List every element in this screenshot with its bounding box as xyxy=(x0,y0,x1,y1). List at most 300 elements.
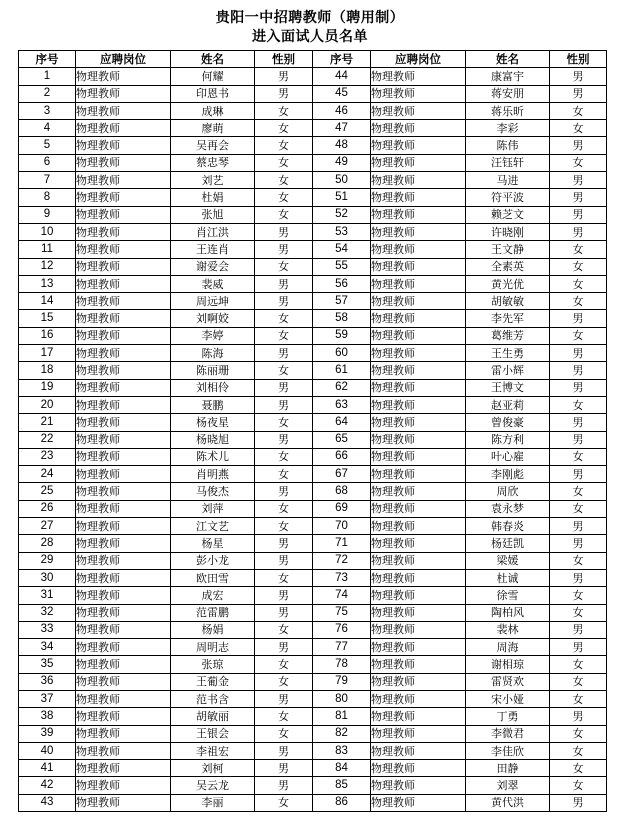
cell-name: 汪钰轩 xyxy=(466,154,550,171)
table-row xyxy=(19,708,607,725)
cell-gender: 女 xyxy=(255,621,313,638)
cell-no: 52 xyxy=(313,206,371,223)
cell-gender: 女 xyxy=(550,690,607,707)
cell-position: 物理教师 xyxy=(371,604,466,621)
cell-no: 41 xyxy=(19,760,76,777)
cell-no: 67 xyxy=(313,466,371,483)
cell-name: 江文艺 xyxy=(171,518,255,535)
cell-no: 58 xyxy=(313,310,371,327)
cell-gender: 女 xyxy=(550,396,607,413)
cell-no: 30 xyxy=(19,569,76,586)
cell-gender: 男 xyxy=(550,362,607,379)
cell-name: 叶心雇 xyxy=(466,448,550,465)
cell-no: 77 xyxy=(313,639,371,656)
cell-gender: 男 xyxy=(550,431,607,448)
cell-position: 物理教师 xyxy=(371,241,466,258)
cell-position: 物理教师 xyxy=(76,518,171,535)
cell-gender: 男 xyxy=(255,552,313,569)
cell-no: 33 xyxy=(19,621,76,638)
cell-gender: 男 xyxy=(255,345,313,362)
cell-gender: 男 xyxy=(550,310,607,327)
cell-no: 79 xyxy=(313,673,371,690)
table-row xyxy=(19,154,607,171)
cell-no: 20 xyxy=(19,396,76,413)
cell-no: 81 xyxy=(313,708,371,725)
table-row xyxy=(19,414,607,431)
cell-name: 彭小龙 xyxy=(171,552,255,569)
cell-gender: 男 xyxy=(550,518,607,535)
cell-gender: 男 xyxy=(255,742,313,759)
table-row xyxy=(19,189,607,206)
cell-name: 韩春炎 xyxy=(466,518,550,535)
cell-name: 李微君 xyxy=(466,725,550,742)
cell-gender: 女 xyxy=(255,172,313,189)
cell-name: 梁媛 xyxy=(466,552,550,569)
cell-name: 蒋安朋 xyxy=(466,85,550,102)
cell-no: 75 xyxy=(313,604,371,621)
cell-position: 物理教师 xyxy=(371,379,466,396)
cell-gender: 女 xyxy=(255,258,313,275)
cell-name: 肖江洪 xyxy=(171,223,255,240)
cell-position: 物理教师 xyxy=(371,777,466,794)
cell-no: 76 xyxy=(313,621,371,638)
cell-name: 成琳 xyxy=(171,102,255,119)
table-row xyxy=(19,137,607,154)
cell-position: 物理教师 xyxy=(371,310,466,327)
cell-gender: 男 xyxy=(550,466,607,483)
cell-no: 73 xyxy=(313,569,371,586)
cell-no: 74 xyxy=(313,587,371,604)
roster-table xyxy=(18,50,607,812)
cell-no: 48 xyxy=(313,137,371,154)
cell-gender: 女 xyxy=(550,656,607,673)
cell-gender: 女 xyxy=(550,725,607,742)
cell-gender: 男 xyxy=(255,275,313,292)
table-row xyxy=(19,621,607,638)
table-row xyxy=(19,725,607,742)
cell-position: 物理教师 xyxy=(76,604,171,621)
cell-position: 物理教师 xyxy=(76,708,171,725)
cell-name: 张旭 xyxy=(171,206,255,223)
table-row xyxy=(19,431,607,448)
cell-gender: 男 xyxy=(255,379,313,396)
cell-position: 物理教师 xyxy=(371,483,466,500)
cell-name: 马俊杰 xyxy=(171,483,255,500)
cell-gender: 女 xyxy=(255,154,313,171)
table-row xyxy=(19,777,607,794)
cell-name: 李刚彪 xyxy=(466,466,550,483)
cell-position: 物理教师 xyxy=(76,258,171,275)
cell-no: 26 xyxy=(19,500,76,517)
cell-gender: 男 xyxy=(550,708,607,725)
cell-no: 34 xyxy=(19,639,76,656)
cell-name: 王生勇 xyxy=(466,345,550,362)
cell-no: 60 xyxy=(313,345,371,362)
header-position: 应聘岗位 xyxy=(76,51,171,68)
cell-name: 陈丽珊 xyxy=(171,362,255,379)
table-row xyxy=(19,223,607,240)
cell-name: 何耀 xyxy=(171,68,255,85)
cell-name: 黄代洪 xyxy=(466,794,550,811)
cell-position: 物理教师 xyxy=(76,172,171,189)
cell-position: 物理教师 xyxy=(371,535,466,552)
cell-name: 蔡忠琴 xyxy=(171,154,255,171)
cell-gender: 男 xyxy=(255,760,313,777)
cell-no: 63 xyxy=(313,396,371,413)
cell-position: 物理教师 xyxy=(371,760,466,777)
cell-no: 70 xyxy=(313,518,371,535)
cell-name: 袁永梦 xyxy=(466,500,550,517)
cell-name: 杨星 xyxy=(171,535,255,552)
cell-no: 57 xyxy=(313,293,371,310)
cell-position: 物理教师 xyxy=(76,639,171,656)
cell-no: 17 xyxy=(19,345,76,362)
header-position-2: 应聘岗位 xyxy=(371,51,466,68)
cell-no: 59 xyxy=(313,327,371,344)
cell-name: 杨廷凯 xyxy=(466,535,550,552)
cell-position: 物理教师 xyxy=(76,448,171,465)
cell-position: 物理教师 xyxy=(76,673,171,690)
cell-no: 4 xyxy=(19,120,76,137)
cell-position: 物理教师 xyxy=(76,154,171,171)
cell-position: 物理教师 xyxy=(371,414,466,431)
cell-gender: 女 xyxy=(550,760,607,777)
cell-no: 71 xyxy=(313,535,371,552)
cell-position: 物理教师 xyxy=(371,258,466,275)
cell-gender: 女 xyxy=(255,414,313,431)
cell-position: 物理教师 xyxy=(371,293,466,310)
cell-gender: 女 xyxy=(255,725,313,742)
cell-gender: 男 xyxy=(550,621,607,638)
cell-no: 56 xyxy=(313,275,371,292)
table-row xyxy=(19,68,607,85)
cell-no: 13 xyxy=(19,275,76,292)
cell-position: 物理教师 xyxy=(76,760,171,777)
cell-gender: 男 xyxy=(550,794,607,811)
table-row xyxy=(19,293,607,310)
cell-position: 物理教师 xyxy=(76,275,171,292)
cell-no: 23 xyxy=(19,448,76,465)
cell-no: 78 xyxy=(313,656,371,673)
cell-name: 许晓刚 xyxy=(466,223,550,240)
cell-position: 物理教师 xyxy=(76,725,171,742)
table-row xyxy=(19,518,607,535)
cell-name: 宋小娅 xyxy=(466,690,550,707)
cell-position: 物理教师 xyxy=(371,518,466,535)
cell-name: 周欣 xyxy=(466,483,550,500)
cell-no: 7 xyxy=(19,172,76,189)
cell-gender: 女 xyxy=(255,120,313,137)
cell-no: 64 xyxy=(313,414,371,431)
table-row xyxy=(19,241,607,258)
cell-no: 1 xyxy=(19,68,76,85)
cell-gender: 男 xyxy=(550,189,607,206)
cell-name: 陶柏风 xyxy=(466,604,550,621)
cell-no: 47 xyxy=(313,120,371,137)
cell-position: 物理教师 xyxy=(371,223,466,240)
cell-gender: 男 xyxy=(550,535,607,552)
table-row xyxy=(19,483,607,500)
cell-gender: 女 xyxy=(550,777,607,794)
cell-gender: 男 xyxy=(255,587,313,604)
cell-name: 曾俊豪 xyxy=(466,414,550,431)
cell-no: 31 xyxy=(19,587,76,604)
table-row xyxy=(19,310,607,327)
table-row xyxy=(19,673,607,690)
cell-no: 37 xyxy=(19,690,76,707)
cell-no: 35 xyxy=(19,656,76,673)
cell-gender: 女 xyxy=(255,708,313,725)
cell-name: 杨晓旭 xyxy=(171,431,255,448)
cell-no: 72 xyxy=(313,552,371,569)
cell-gender: 女 xyxy=(550,293,607,310)
header-gender-2: 性别 xyxy=(550,51,607,68)
cell-gender: 女 xyxy=(550,587,607,604)
cell-position: 物理教师 xyxy=(371,172,466,189)
cell-gender: 女 xyxy=(550,500,607,517)
cell-no: 10 xyxy=(19,223,76,240)
header-name-2: 姓名 xyxy=(466,51,550,68)
cell-name: 胡敏丽 xyxy=(171,708,255,725)
cell-gender: 女 xyxy=(550,483,607,500)
cell-no: 49 xyxy=(313,154,371,171)
cell-name: 张琼 xyxy=(171,656,255,673)
cell-name: 雷贤欢 xyxy=(466,673,550,690)
document-title: 贵阳一中招聘教师（聘用制） xyxy=(215,10,405,26)
cell-no: 43 xyxy=(19,794,76,811)
cell-position: 物理教师 xyxy=(76,68,171,85)
cell-position: 物理教师 xyxy=(371,794,466,811)
table-row xyxy=(19,362,607,379)
cell-position: 物理教师 xyxy=(371,552,466,569)
cell-no: 5 xyxy=(19,137,76,154)
cell-no: 3 xyxy=(19,102,76,119)
cell-position: 物理教师 xyxy=(76,223,171,240)
cell-name: 吴再会 xyxy=(171,137,255,154)
cell-position: 物理教师 xyxy=(76,327,171,344)
table-row xyxy=(19,500,607,517)
header-row xyxy=(19,51,607,68)
cell-position: 物理教师 xyxy=(371,327,466,344)
cell-no: 36 xyxy=(19,673,76,690)
cell-gender: 女 xyxy=(255,518,313,535)
cell-position: 物理教师 xyxy=(371,85,466,102)
cell-gender: 男 xyxy=(550,345,607,362)
cell-no: 38 xyxy=(19,708,76,725)
cell-no: 6 xyxy=(19,154,76,171)
cell-name: 李祖宏 xyxy=(171,742,255,759)
table-row xyxy=(19,345,607,362)
cell-position: 物理教师 xyxy=(371,102,466,119)
cell-name: 肖明燕 xyxy=(171,466,255,483)
cell-position: 物理教师 xyxy=(371,154,466,171)
cell-gender: 男 xyxy=(255,241,313,258)
cell-name: 谢相琼 xyxy=(466,656,550,673)
cell-gender: 女 xyxy=(255,189,313,206)
cell-no: 85 xyxy=(313,777,371,794)
cell-name: 李先军 xyxy=(466,310,550,327)
cell-position: 物理教师 xyxy=(371,189,466,206)
cell-position: 物理教师 xyxy=(76,569,171,586)
table-row xyxy=(19,327,607,344)
cell-gender: 女 xyxy=(255,569,313,586)
header-no-2: 序号 xyxy=(313,51,371,68)
cell-gender: 女 xyxy=(550,102,607,119)
cell-gender: 女 xyxy=(550,552,607,569)
cell-no: 84 xyxy=(313,760,371,777)
cell-no: 82 xyxy=(313,725,371,742)
cell-gender: 女 xyxy=(550,154,607,171)
cell-position: 物理教师 xyxy=(371,275,466,292)
table-row xyxy=(19,448,607,465)
cell-name: 陈海 xyxy=(171,345,255,362)
table-row xyxy=(19,120,607,137)
cell-gender: 女 xyxy=(550,673,607,690)
cell-name: 赖芝文 xyxy=(466,206,550,223)
cell-name: 裴威 xyxy=(171,275,255,292)
cell-gender: 女 xyxy=(550,275,607,292)
cell-name: 黄光优 xyxy=(466,275,550,292)
cell-name: 刘相伶 xyxy=(171,379,255,396)
cell-name: 成宏 xyxy=(171,587,255,604)
cell-no: 80 xyxy=(313,690,371,707)
cell-no: 83 xyxy=(313,742,371,759)
cell-no: 16 xyxy=(19,327,76,344)
cell-no: 62 xyxy=(313,379,371,396)
cell-position: 物理教师 xyxy=(371,68,466,85)
header-gender: 性别 xyxy=(255,51,313,68)
cell-gender: 男 xyxy=(255,483,313,500)
cell-no: 25 xyxy=(19,483,76,500)
cell-gender: 男 xyxy=(255,535,313,552)
table-row xyxy=(19,587,607,604)
cell-name: 范雷鹏 xyxy=(171,604,255,621)
cell-gender: 男 xyxy=(550,414,607,431)
cell-position: 物理教师 xyxy=(371,673,466,690)
table-row xyxy=(19,102,607,119)
cell-gender: 女 xyxy=(550,258,607,275)
cell-gender: 女 xyxy=(255,310,313,327)
table-row xyxy=(19,258,607,275)
cell-no: 53 xyxy=(313,223,371,240)
cell-no: 28 xyxy=(19,535,76,552)
cell-gender: 女 xyxy=(550,241,607,258)
cell-gender: 男 xyxy=(550,172,607,189)
cell-position: 物理教师 xyxy=(371,345,466,362)
cell-gender: 女 xyxy=(550,120,607,137)
cell-position: 物理教师 xyxy=(371,587,466,604)
table-row xyxy=(19,794,607,811)
cell-position: 物理教师 xyxy=(371,362,466,379)
cell-name: 符平波 xyxy=(466,189,550,206)
cell-position: 物理教师 xyxy=(76,345,171,362)
cell-position: 物理教师 xyxy=(76,120,171,137)
cell-gender: 女 xyxy=(255,656,313,673)
cell-gender: 男 xyxy=(550,223,607,240)
cell-position: 物理教师 xyxy=(76,414,171,431)
cell-position: 物理教师 xyxy=(76,535,171,552)
cell-no: 61 xyxy=(313,362,371,379)
cell-name: 印恩书 xyxy=(171,85,255,102)
cell-position: 物理教师 xyxy=(371,396,466,413)
cell-no: 54 xyxy=(313,241,371,258)
cell-gender: 女 xyxy=(255,327,313,344)
cell-name: 裴林 xyxy=(466,621,550,638)
cell-no: 69 xyxy=(313,500,371,517)
cell-name: 葛维芳 xyxy=(466,327,550,344)
cell-gender: 女 xyxy=(255,362,313,379)
cell-name: 雷小辉 xyxy=(466,362,550,379)
cell-name: 杨夜星 xyxy=(171,414,255,431)
cell-name: 王文静 xyxy=(466,241,550,258)
cell-no: 18 xyxy=(19,362,76,379)
cell-position: 物理教师 xyxy=(76,241,171,258)
table-row xyxy=(19,690,607,707)
cell-gender: 女 xyxy=(550,604,607,621)
cell-position: 物理教师 xyxy=(76,794,171,811)
cell-no: 11 xyxy=(19,241,76,258)
cell-no: 9 xyxy=(19,206,76,223)
cell-name: 刘柯 xyxy=(171,760,255,777)
cell-position: 物理教师 xyxy=(371,639,466,656)
cell-name: 李婷 xyxy=(171,327,255,344)
cell-position: 物理教师 xyxy=(76,483,171,500)
cell-no: 45 xyxy=(313,85,371,102)
cell-position: 物理教师 xyxy=(371,500,466,517)
cell-position: 物理教师 xyxy=(371,431,466,448)
cell-position: 物理教师 xyxy=(371,448,466,465)
cell-name: 田静 xyxy=(466,760,550,777)
header-no: 序号 xyxy=(19,51,76,68)
table-row xyxy=(19,379,607,396)
cell-name: 周明志 xyxy=(171,639,255,656)
cell-gender: 女 xyxy=(255,500,313,517)
cell-gender: 男 xyxy=(550,68,607,85)
cell-gender: 女 xyxy=(550,327,607,344)
cell-name: 李佳欣 xyxy=(466,742,550,759)
cell-position: 物理教师 xyxy=(76,466,171,483)
table-row xyxy=(19,206,607,223)
cell-gender: 女 xyxy=(255,102,313,119)
cell-position: 物理教师 xyxy=(371,569,466,586)
cell-no: 24 xyxy=(19,466,76,483)
cell-position: 物理教师 xyxy=(371,206,466,223)
cell-name: 刘艺 xyxy=(171,172,255,189)
cell-name: 王银会 xyxy=(171,725,255,742)
table-row xyxy=(19,552,607,569)
table-row xyxy=(19,172,607,189)
cell-position: 物理教师 xyxy=(371,466,466,483)
cell-gender: 男 xyxy=(255,690,313,707)
cell-name: 廖萌 xyxy=(171,120,255,137)
cell-no: 39 xyxy=(19,725,76,742)
cell-position: 物理教师 xyxy=(76,396,171,413)
header-name: 姓名 xyxy=(171,51,255,68)
cell-name: 李彩 xyxy=(466,120,550,137)
cell-no: 19 xyxy=(19,379,76,396)
cell-position: 物理教师 xyxy=(371,656,466,673)
cell-position: 物理教师 xyxy=(76,137,171,154)
cell-gender: 男 xyxy=(550,206,607,223)
cell-name: 王连肖 xyxy=(171,241,255,258)
cell-name: 周远坤 xyxy=(171,293,255,310)
cell-position: 物理教师 xyxy=(371,120,466,137)
cell-name: 丁勇 xyxy=(466,708,550,725)
table-row xyxy=(19,535,607,552)
cell-gender: 男 xyxy=(550,639,607,656)
cell-position: 物理教师 xyxy=(76,690,171,707)
cell-name: 杜诚 xyxy=(466,569,550,586)
